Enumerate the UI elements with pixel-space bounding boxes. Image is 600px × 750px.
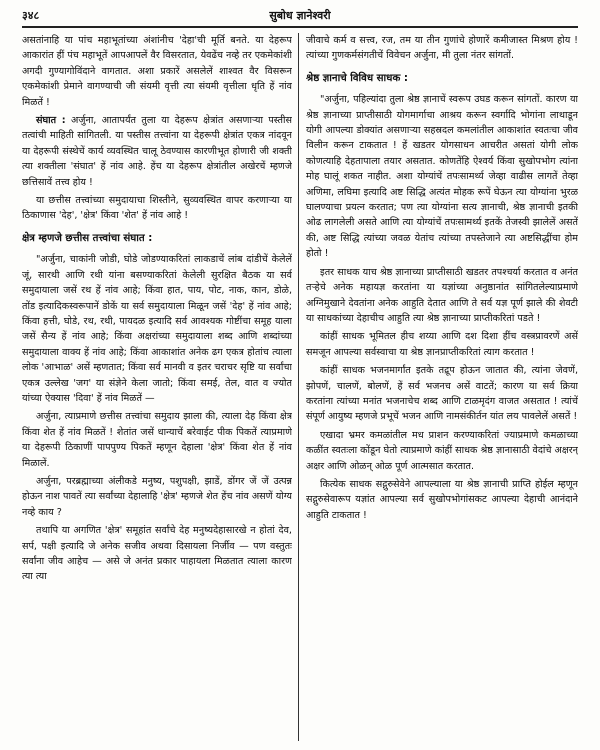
paragraph-lead: संघात : [36,115,66,127]
paragraph: "अर्जुना, चाकांनी जोडी, घोडे जोडण्याकरितां लाकडाचें लांब दांडीचें केलेलें जूं, सारथी आणि रथी यांना बसण्याकरितां केलेली सुरक्षित बैठक या सर्व समुदायाला जसें रथ हें नांव आहे; किंवा हात, पाय, पोट, नाक, कान, डोळे, तोंड इत्यादिकस्वरूपानें डोकें या सर्व समुदायाला मिळून जसें 'देह' हें नांव आहे; किंवा हत्ती, घोडे, रथ, रथी, पायदळ इत्यादि सर्व आवश्यक गोष्टींचा समूह याला जसें सैन्य हें नांव आहे; किंवा अक्षरांच्या समुदायाला शब्द आणि शब्दांच्या समुदायाला वाक्य हें नांव आहे; किंवा आकाशांत अनेक ढग एकत्र होतांच त्याला लोक 'आभाळ' असें म्हणतात; किंवा सर्व मानवी व इतर चराचर सृष्टि या सर्वांचा एकत्र उल्लेख 'जग' या संज्ञेने केला जातो; किंवा समई, तेल, वात व ज्योत यांच्या ऐक्यास 'दिवा' हें नांव मिळतें — [22,254,292,404]
page-number: ३४८ [22,9,40,22]
section-heading: क्षेत्र म्हणजे छत्तीस तत्त्वांचा संघात : [22,232,153,244]
paragraph: अर्जुना, परब्रह्माच्या अंलीकडे मनुष्य, पशुपक्षी, झाडें, डोंगर जें जें उत्पन्न होऊन नाश पावतें त्या सर्वांच्या देहालाहि 'क्षेत्र' म्हणजे शेत हेंच नांव असणें योग्य नव्हे काय ? [22,475,292,518]
page-header [22,8,578,26]
section-heading: श्रेष्ठ ज्ञानाचे विविध साधक : [306,72,408,84]
paragraph-text: अर्जुना, आतापर्यंत तुला या देहरूप क्षेत्रांत असणाऱ्या पस्तीस तत्वांची माहिती सांगितली. या पस्तीस तत्त्वांना या देहरूपी क्षेत्रांत एकत्र नांदवून या देहरूपी संस्थेचें कार्य व्यवस्थित चालू ठेवण्यास कारणीभूत होणारी जी शक्ती त्या शक्तीला 'संघात' हें नांव आहे. हेंच या देहरूप क्षेत्रांतील अखेरचें म्हणजे छत्तिसावें तत्त्व होय ! [22,115,292,188]
left-column [22,33,292,743]
paragraph: या छत्तीस तत्त्वांच्या समुदायाचा शिस्तीने, सुव्यवस्थित वापर करणाऱ्या या ठिकाणास 'देह', 'क्षेत्र' किंवा 'शेत' हें नांव आहे ! [22,195,292,222]
paragraph: इतर साधक याच श्रेष्ठ ज्ञानाच्या प्राप्तीसाठी खडतर तपश्चर्या करतात व अनंत तऱ्हेचे अनेक महायज्ञ करतांना या यज्ञांच्या अनुष्ठानांत सांगितलेल्याप्रमाणे अग्निमुखाने देवतांना अनेक आहुति देतात आणि ते सर्व यज्ञ पूर्ण झाले की शेवटी या साधकांच्या देहाचीच आहुति त्या श्रेष्ठ ज्ञानाच्या प्राप्तीकरितां पडते ! [306,266,578,324]
column-divider [298,33,299,741]
right-column [306,33,578,743]
header-rule [22,26,578,28]
paragraph [22,113,292,190]
paragraph: कांहीं साधक भजनमार्गांत इतके तद्रूप होऊन जातात की, त्यांना जेवणें, झोपणें, चालणें, बोलणें, हें सर्व भजनच असें वाटतें; कारण या सर्व क्रिया करतांना त्यांच्या मनांत भजनाचेच शब्द आणि टाळमृदंग वाजत असतात ! त्यांचें संपूर्ण आयुष्य म्हणजे प्रभूचें भजन आणि नामसंकीर्तन यांत लय पावलेलें असतें ! [306,365,578,423]
paragraph: "अर्जुना, पहिल्यांदा तुला श्रेष्ठ ज्ञानाचें स्वरूप उघड करून सांगतों. कारण या श्रेष्ठ ज्ञानाच्या प्राप्तीसाठी योगमार्गाचा आश्रय करून स्वर्गादि भोगांना लाथाडून योगी आपल्या डोक्यांत असणाऱ्या सहस्रदल कमलांतील आकाशांत स्वतःचा जीव विलीन करून टाकतात ! हें खडतर योगसाधन आचरीत असतां योगी लोक कोणत्याहि देहतापाला तयार असतात. कोणतेंहि ऐश्वर्य किंवा सुखोपभोग त्यांना मोह घालूं शकत नाहीत. अशा योग्यांचें तपःसामर्थ्य जेव्हा वाढीस लागतें तेव्हा अणिमा, लघिमा इत्यादि अष्ट सिद्धि अत्यंत मोहक रूपें घेऊन त्या योग्यांना भुरळ घालण्याचा प्रयत्न करतात; पण त्या योग्यांना सत्य ज्ञानाची, श्रेष्ठ ज्ञानाची इतकी ओढ लागलेली असते आणि त्या योग्यांचें तपःसामर्थ्य इतकें तेजस्वी झालेलें असतें की, अष्ट सिद्धि त्यांच्या जवळ येतांच त्यांच्या तपस्तेजाने त्या अष्टसिद्धींचा होम होतो ! [306,94,578,260]
book-title: सुबोध ज्ञानेश्वरी [269,9,331,22]
paragraph: कित्येक साधक सद्गुरुसेवेने आपल्याला या श्रेष्ठ ज्ञानाची प्राप्ति होईल म्हणून सद्गुरुसेवारूप यज्ञांत आपल्या सर्व सुखोपभोगांसकट आपल्या देहाची आनंदाने आहुति टाकतात ! [306,478,578,521]
paragraph: तथापि या अगणित 'क्षेत्र' समूहांत सर्वांचे देह मनुष्यदेहासारखे न होतां देव, सर्प, पक्षी इत्यादि जे अनेक सजीव अथवा दिसायला निर्जीव — पण वस्तुतः सर्वांना जीव आहेच — असे जे अनंत प्रकार पाहायला मिळतात त्याला कारण त्या त्या [22,525,292,583]
paragraph: असतांनाहि या पांच महाभूतांच्या अंशांनीच 'देहा'ची मूर्ति बनते. या देहरूप आकारांत हीं पंच महाभूतें आपआपलें वैर विसरतात, येवढेंच नव्हे तर एकमेकांशी अगदी गुण्यागोविंदाने वागतात. अशा प्रकारें असलेलें शाश्वत वैर विसरून एकमेकांशी प्रेमाने वागण्याची जी संयमी वृत्ती त्या संयमी वृत्तीला धृति हें नांव मिळतें ! [22,35,292,108]
paragraph: कांहीं साधक भूमितल हीच शय्या आणि दश दिशा हींच वस्त्रप्रावरणें असें समजून आपल्या सर्वस्वाचा या श्रेष्ठ ज्ञानप्राप्तीकरितां त्याग करतात ! [306,331,578,358]
paragraph: अर्जुना, त्याप्रमाणे छत्तीस तत्त्वांचा समुदाय झाला की, त्याला देह किंवा क्षेत्र किंवा शेत हें नांव मिळतें ! शेतांत जसें धान्याचें बरेवाईट पीक पिकतें त्याप्रमाणे या देहरूपी ठिकाणीं पापपुण्य पिकतें म्हणून देहाला 'क्षेत्र' किंवा शेत हें नांव मिळालें. [22,411,292,469]
paragraph: एखादा भ्रमर कमळांतील मध प्राशन करण्याकरितां ज्याप्रमाणे कमळाच्या कळींत स्वतःला कोंडून घेतो त्याप्रमाणे कांहीं साधक श्रेष्ठ ज्ञानासाठी वेदांचे अक्षरन् अक्षर आणि ओळन् ओळ पूर्ण आत्मसात करतात. [306,429,578,472]
paragraph: जीवाचे कर्म व सत्त्व, रज, तम या तीन गुणांचे होणारें कमीजास्त मिश्रण होय ! त्यांच्या गुणकर्मसंगतीचें विवेचन अर्जुना, मी तुला नंतर सांगतों. [306,35,578,62]
